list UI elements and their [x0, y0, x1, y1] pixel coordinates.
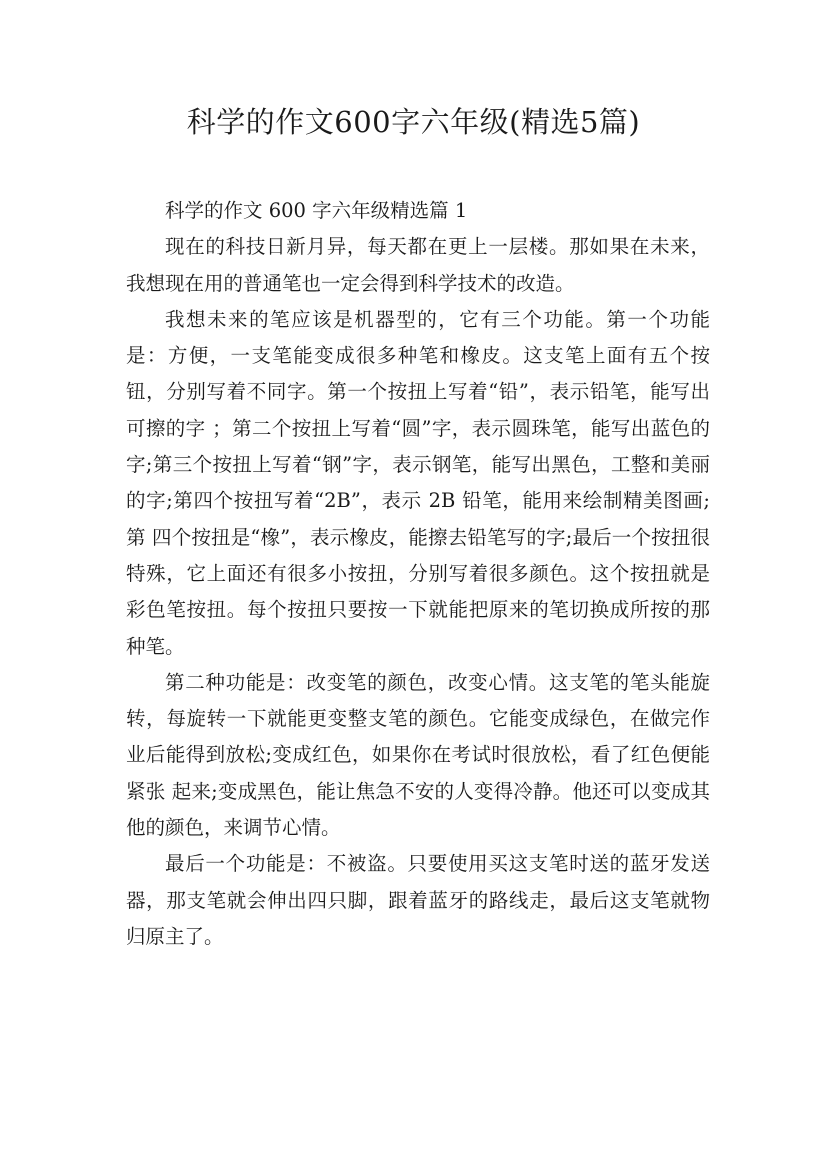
paragraph-3: 第二种功能是：改变笔的颜色，改变心情。这支笔的笔头能旋转，每旋转一下就能更变整支笔的颜色。它能变成绿色，在做完作业后能得到放松;变成红色，如果你在考试时很放松，看了红色便能紧张 起来;变成黑色，能让焦急不安的人变得冷静。他还可以变成其他的颜色，来调节心情。	[126, 670, 710, 840]
paragraph-4: 最后一个功能是：不被盗。只要使用买这支笔时送的蓝牙发送器，那支笔就会伸出四只脚，跟着蓝牙的路线走，最后这支笔就物归原主了。	[126, 852, 710, 948]
section-heading: 科学的作文 600 字六年级精选篇 1	[165, 199, 468, 222]
document-title: 科学的作文600字六年级(精选5篇)	[186, 105, 641, 139]
paragraph-2: 我想未来的笔应该是机器型的，它有三个功能。第一个功能是：方便，一支笔能变成很多种笔和橡皮。这支笔上面有五个按钮，分别写着不同字。第一个按扭上写着“铅”，表示铅笔，能写出可擦的字 ；第二个按扭上写着“圆”字，表示圆珠笔，能写出蓝色的字;第三个按扭上写着“钢”字，表示钢笔，能写出黑色，工整和美丽的字;第四个按扭写着“2B”，表示 2B 铅笔，能用来绘制精美图画;第 四个按扭是“橡”，表示橡皮，能擦去铅笔写的字;最后一个按扭很特殊，它上面还有很多小按扭，分别写着很多颜色。这个按扭就是彩色笔按扭。每个按扭只要按一下就能把原来的笔切换成所按的那 种笔。	[126, 307, 710, 658]
document-body	[126, 193, 710, 955]
paragraph-1: 现在的科技日新月异，每天都在更上一层楼。那如果在未来，我想现在用的普通笔也一定会得到科学技术的改造。	[126, 235, 710, 295]
